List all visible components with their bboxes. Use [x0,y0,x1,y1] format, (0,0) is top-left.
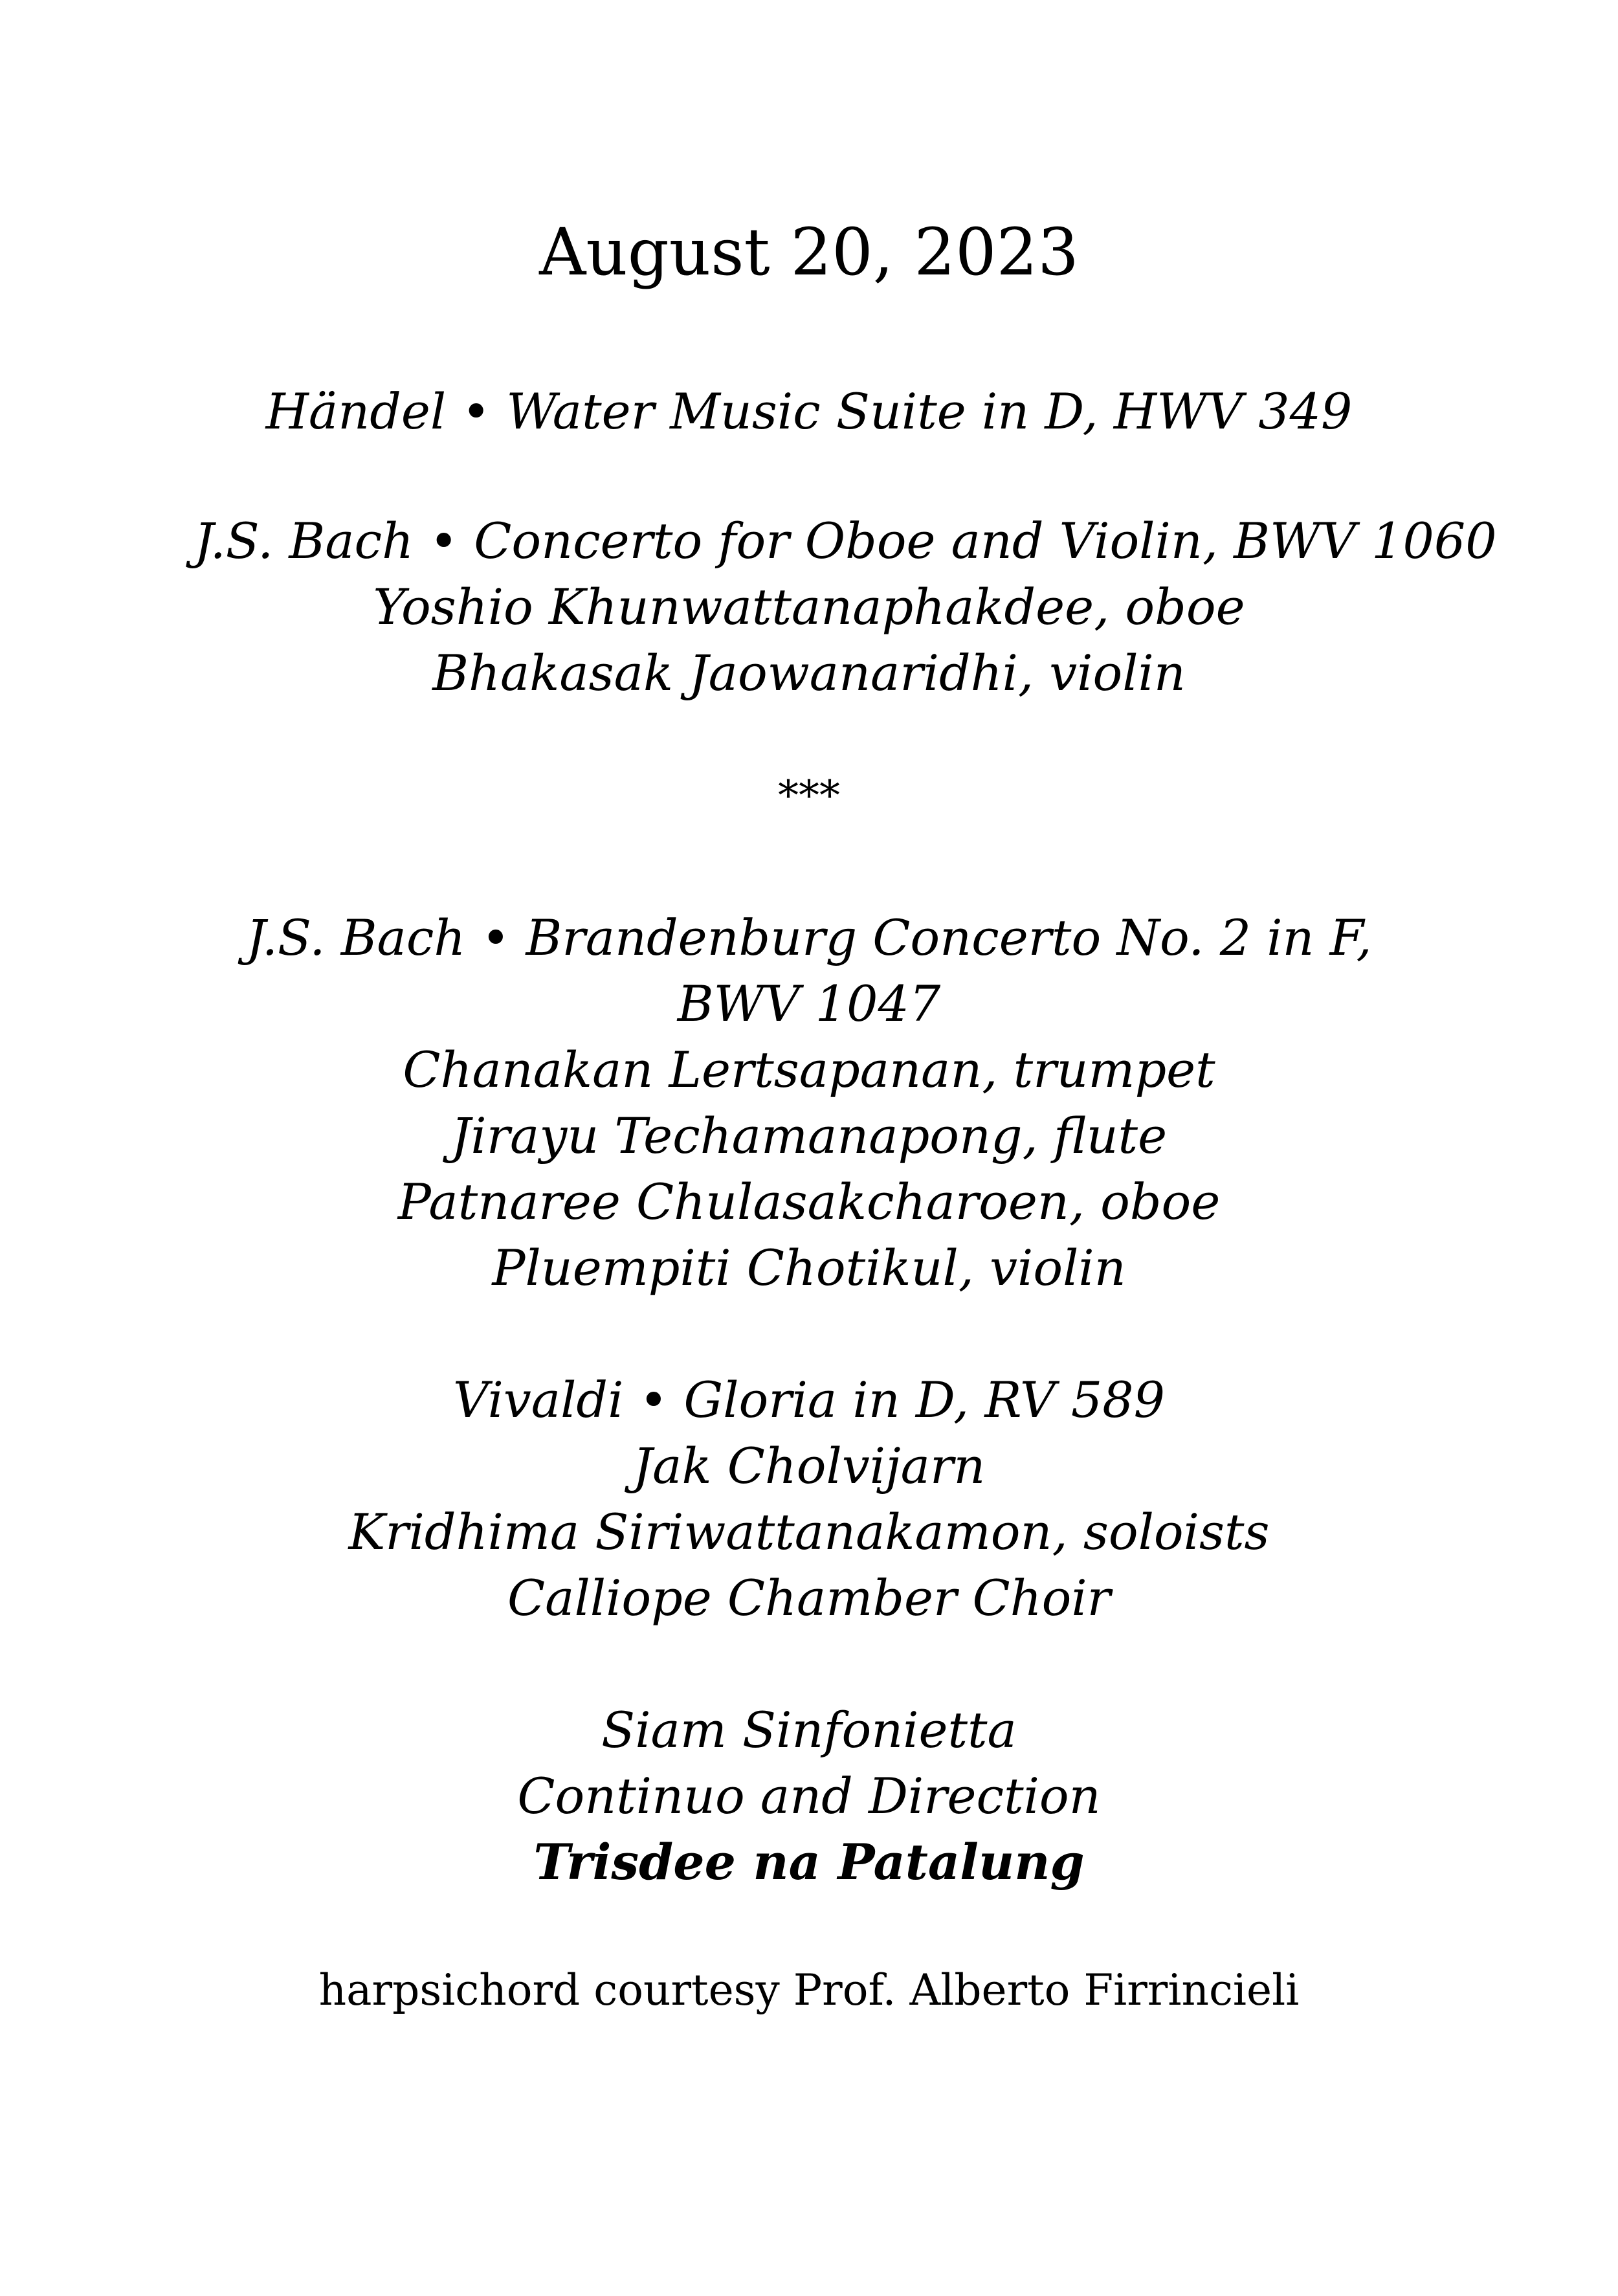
piece-bach-oboe-violin [194,508,1497,706]
harpsichord-courtesy: harpsichord courtesy Prof. Alberto Firrincieli [318,1965,1300,2015]
performer: Patnaree Chulasakcharoen, oboe [397,1173,1221,1231]
director-name: Trisdee na Patalung [533,1833,1085,1891]
performer: Pluempiti Chotikul, violin [492,1239,1126,1297]
performer: Yoshio Khunwattanaphakdee, oboe [373,578,1245,636]
performer: Jak Cholvijarn [632,1437,986,1495]
ensemble-credits [194,1697,1424,1895]
piece-handel [194,379,1424,445]
performer: Calliope Chamber Choir [507,1569,1111,1627]
ensemble-name: Siam Sinfonietta [601,1701,1017,1759]
piece-brandenburg [214,905,1404,1301]
performer: Jirayu Techamanapong, flute [450,1107,1168,1165]
piece-vivaldi-gloria [194,1367,1424,1631]
performer: Chanakan Lertsapanan, trumpet [403,1041,1215,1098]
ensemble-role: Continuo and Direction [517,1767,1101,1825]
performer: Kridhima Siriwattanakamon, soloists [348,1503,1270,1561]
concert-date: August 20, 2023 [539,214,1079,290]
intermission-marker: *** [778,772,840,820]
piece-title: J.S. Bach • Concerto for Oboe and Violin, BWV 1060 [194,512,1497,570]
piece-title: Händel • Water Music Suite in D, HWV 349 [265,383,1353,440]
performer: Bhakasak Jaowanaridhi, violin [432,644,1186,702]
piece-title: J.S. Bach • Brandenburg Concerto No. 2 in F, BWV 1047 [246,909,1372,1032]
piece-title: Vivaldi • Gloria in D, RV 589 [453,1371,1165,1429]
